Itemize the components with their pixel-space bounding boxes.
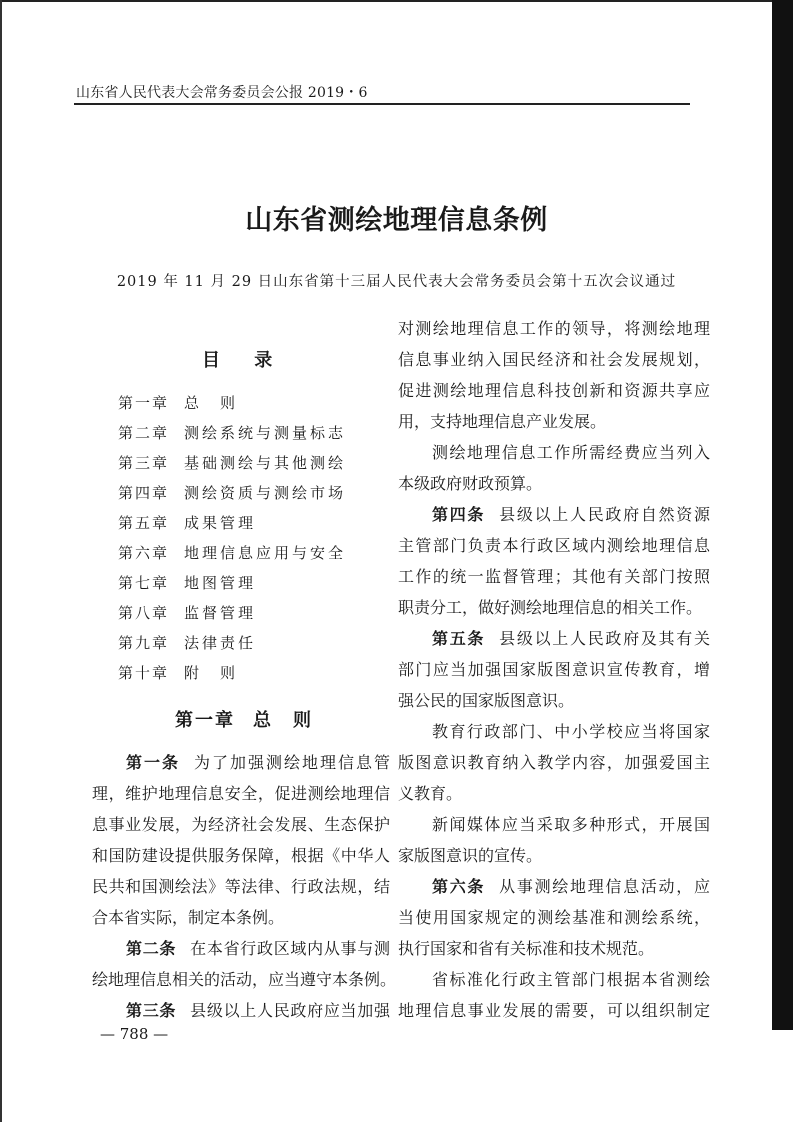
toc-chapter-name: 监督管理 xyxy=(184,604,257,622)
toc-item xyxy=(118,632,346,662)
document-title: 山东省测绘地理信息条例 xyxy=(245,205,548,236)
paragraph-line: 部门应当加强国家版图意识宣传教育，增 xyxy=(398,660,710,679)
toc-chapter-name: 测绘系统与测量标志 xyxy=(184,424,347,442)
toc-chapter-name: 成果管理 xyxy=(184,514,257,532)
left-column xyxy=(92,747,397,1026)
toc-title: 目 录 xyxy=(202,350,287,371)
page-number: — 788 — xyxy=(100,1025,169,1043)
toc-chapter-number: 第八章 xyxy=(118,604,170,622)
table-of-contents xyxy=(118,392,346,692)
toc-chapter-number: 第七章 xyxy=(118,574,170,592)
toc-chapter-number: 第三章 xyxy=(118,454,170,472)
toc-chapter-name: 地理信息应用与安全 xyxy=(184,544,347,562)
toc-item xyxy=(118,512,346,542)
scan-border-right xyxy=(772,0,793,1030)
paragraph-line xyxy=(398,499,710,530)
paragraph-line xyxy=(398,623,710,654)
toc-item xyxy=(118,452,346,482)
line-text: 县级以上人民政府应当加强 xyxy=(190,1001,390,1020)
toc-chapter-number: 第五章 xyxy=(118,514,170,532)
toc-chapter-name: 测绘资质与测绘市场 xyxy=(184,484,347,502)
article-number: 第六条 xyxy=(432,877,486,896)
paragraph-line: 强公民的国家版图意识。 xyxy=(398,691,575,710)
paragraph-line: 息事业发展，为经济社会发展、生态保护 xyxy=(92,815,390,834)
article-number: 第一条 xyxy=(126,753,180,772)
paragraph-line xyxy=(92,933,390,964)
paragraph-line: 家版图意识的宣传。 xyxy=(398,846,543,865)
paragraph-line: 对测绘地理信息工作的领导，将测绘地理 xyxy=(398,319,710,338)
toc-item xyxy=(118,572,346,602)
article-number: 第五条 xyxy=(432,629,486,648)
paragraph-line: 职责分工，做好测绘地理信息的相关工作。 xyxy=(398,598,703,617)
paragraph-line: 地理信息事业发展的需要，可以组织制定 xyxy=(398,1001,710,1020)
scan-border-left xyxy=(0,0,2,1122)
paragraph-line: 本级政府财政预算。 xyxy=(398,474,543,493)
paragraph-line: 义教育。 xyxy=(398,784,463,803)
paragraph-line: 用，支持地理信息产业发展。 xyxy=(398,412,607,431)
running-head: 山东省人民代表大会常务委员会公报 2019・6 xyxy=(76,85,368,101)
toc-item xyxy=(118,602,346,632)
chapter-name: 总则 xyxy=(253,710,333,731)
paragraph-line xyxy=(398,871,710,902)
header-rule xyxy=(74,103,690,105)
line-text: 县级以上人民政府自然资源 xyxy=(499,505,710,524)
toc-item xyxy=(118,422,346,452)
toc-chapter-name: 地图管理 xyxy=(184,574,257,592)
toc-item xyxy=(118,542,346,572)
line-text: 从事测绘地理信息活动，应 xyxy=(499,877,710,896)
paragraph-line: 合本省实际，制定本条例。 xyxy=(92,908,285,927)
paragraph-line: 促进测绘地理信息科技创新和资源共享应 xyxy=(398,381,710,400)
paragraph-line: 信息事业纳入国民经济和社会发展规划， xyxy=(398,350,710,369)
paragraph-line: 绘地理信息相关的活动，应当遵守本条例。 xyxy=(92,970,397,989)
document-subtitle: 2019 年 11 月 29 日山东省第十三届人民代表大会常务委员会第十五次会议通过 xyxy=(116,274,677,290)
article-number: 第四条 xyxy=(432,505,486,524)
toc-chapter-number: 第四章 xyxy=(118,484,170,502)
paragraph-line: 民共和国测绘法》等法律、行政法规，结 xyxy=(92,877,390,896)
article-number: 第二条 xyxy=(126,939,177,958)
toc-chapter-name: 基础测绘与其他测绘 xyxy=(184,454,347,472)
toc-chapter-number: 第二章 xyxy=(118,424,170,442)
toc-chapter-name: 附 则 xyxy=(184,664,239,682)
line-text: 在本省行政区域内从事与测 xyxy=(190,939,390,958)
paragraph-line xyxy=(92,747,390,778)
paragraph-line: 新闻媒体应当采取多种形式，开展国 xyxy=(432,815,710,834)
toc-chapter-name: 法律责任 xyxy=(184,634,257,652)
paragraph-line: 理，维护地理信息安全，促进测绘地理信 xyxy=(92,784,390,803)
toc-chapter-number: 第六章 xyxy=(118,544,170,562)
line-text: 县级以上人民政府及其有关 xyxy=(499,629,710,648)
chapter-heading xyxy=(175,706,333,732)
toc-item xyxy=(118,392,346,422)
paragraph-line xyxy=(92,995,390,1026)
toc-chapter-number: 第九章 xyxy=(118,634,170,652)
article-number: 第三条 xyxy=(126,1001,177,1020)
chapter-number: 第一章 xyxy=(175,710,235,731)
toc-item xyxy=(118,482,346,512)
paragraph-line: 省标准化行政主管部门根据本省测绘 xyxy=(432,970,710,989)
paragraph-line: 测绘地理信息工作所需经费应当列入 xyxy=(432,443,710,462)
scan-border-top xyxy=(0,0,793,2)
paragraph-line: 主管部门负责本行政区域内测绘地理信息 xyxy=(398,536,710,555)
right-column xyxy=(398,313,710,1026)
paragraph-line: 工作的统一监督管理；其他有关部门按照 xyxy=(398,567,710,586)
paragraph-line: 执行国家和省有关标准和技术规范。 xyxy=(398,939,655,958)
toc-item xyxy=(118,662,346,692)
paragraph-line: 教育行政部门、中小学校应当将国家 xyxy=(432,722,710,741)
line-text: 为了加强测绘地理信息管 xyxy=(194,753,390,772)
paragraph-line: 版图意识教育纳入教学内容，加强爱国主 xyxy=(398,753,710,772)
toc-chapter-number: 第一章 xyxy=(118,394,170,412)
toc-chapter-number: 第十章 xyxy=(118,664,170,682)
toc-chapter-name: 总 则 xyxy=(184,394,239,412)
paragraph-line: 和国防建设提供服务保障，根据《中华人 xyxy=(92,846,390,865)
paragraph-line: 当使用国家规定的测绘基准和测绘系统， xyxy=(398,908,710,927)
